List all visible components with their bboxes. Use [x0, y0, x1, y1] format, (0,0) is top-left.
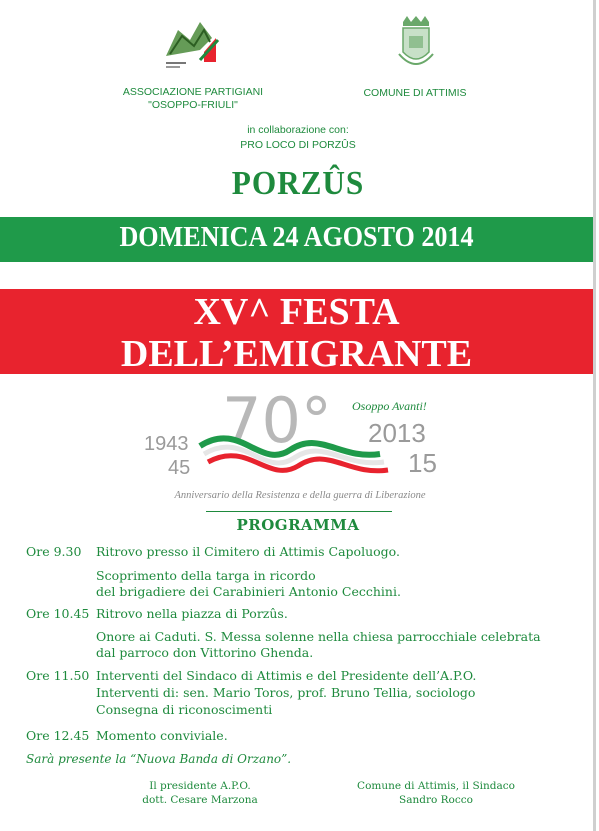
anniversary-number: 70° [222, 384, 332, 457]
anniversary-badge [140, 380, 460, 505]
program-description: Onore ai Caduti. S. Messa solenne nella chiesa parrocchiale celebrata [96, 629, 541, 644]
band-note: Sarà presente la “Nuova Banda di Orzano”. [26, 752, 292, 766]
collaboration-label: in collaborazione con: [247, 124, 349, 136]
program-description: del brigadiere dei Carabinieri Antonio Cecchini. [96, 584, 401, 599]
years-left-top: 1943 [144, 433, 189, 455]
event-place: PORZÛS [231, 165, 365, 202]
program-description: dal parroco don Vittorino Ghenda. [96, 645, 314, 660]
program-description: Ritrovo presso il Cimitero di Attimis Capoluogo. [96, 544, 400, 559]
event-title-line2: DELL’EMIGRANTE [120, 333, 473, 375]
municipality-crest-logo [397, 14, 435, 76]
signature-left-name: dott. Cesare Marzona [142, 794, 258, 806]
program-description: Scoprimento della targa in ricordo [96, 568, 316, 583]
municipality-name: COMUNE DI ATTIMIS [363, 87, 467, 99]
program-heading: PROGRAMMA [236, 516, 360, 534]
collaboration-partner: PRO LOCO DI PORZÛS [240, 139, 356, 151]
program-time: Ore 9.30 [26, 544, 82, 559]
signature-left-role: Il presidente A.P.O. [149, 780, 251, 792]
program-time: Ore 11.50 [26, 668, 90, 683]
signature-right-role: Comune di Attimis, il Sindaco [357, 780, 515, 792]
anniversary-caption: Anniversario della Resistenza e della guerra di Liberazione [174, 490, 426, 501]
event-title-line1: XV^ FESTA [193, 291, 400, 333]
signature-right [336, 779, 536, 807]
program-description: Consegna di riconoscimenti [96, 702, 273, 717]
program-description: Momento conviviale. [96, 728, 228, 743]
program-time: Ore 10.45 [26, 606, 90, 621]
signature-left [110, 779, 290, 807]
program-description: Interventi di: sen. Mario Toros, prof. Bruno Tellia, sociologo [96, 685, 476, 700]
partisan-association-logo [160, 16, 220, 74]
event-date: DOMENICA 24 AGOSTO 2014 [119, 221, 474, 253]
program-time: Ore 12.45 [26, 728, 90, 743]
years-right-bottom: 15 [408, 448, 437, 478]
program-description: Interventi del Sindaco di Attimis e del Presidente dell’A.P.O. [96, 668, 477, 683]
years-left-bottom: 45 [168, 457, 191, 479]
association-name [98, 86, 288, 112]
signature-right-name: Sandro Rocco [399, 794, 473, 806]
motto: Osoppo Avanti! [352, 399, 427, 413]
association-name-line2: "OSOPPO-FRIULI" [148, 99, 238, 111]
years-right-top: 2013 [368, 418, 426, 448]
divider [206, 511, 392, 512]
association-name-line1: ASSOCIAZIONE PARTIGIANI [122, 86, 264, 98]
program-description: Ritrovo nella piazza di Porzûs. [96, 606, 288, 621]
